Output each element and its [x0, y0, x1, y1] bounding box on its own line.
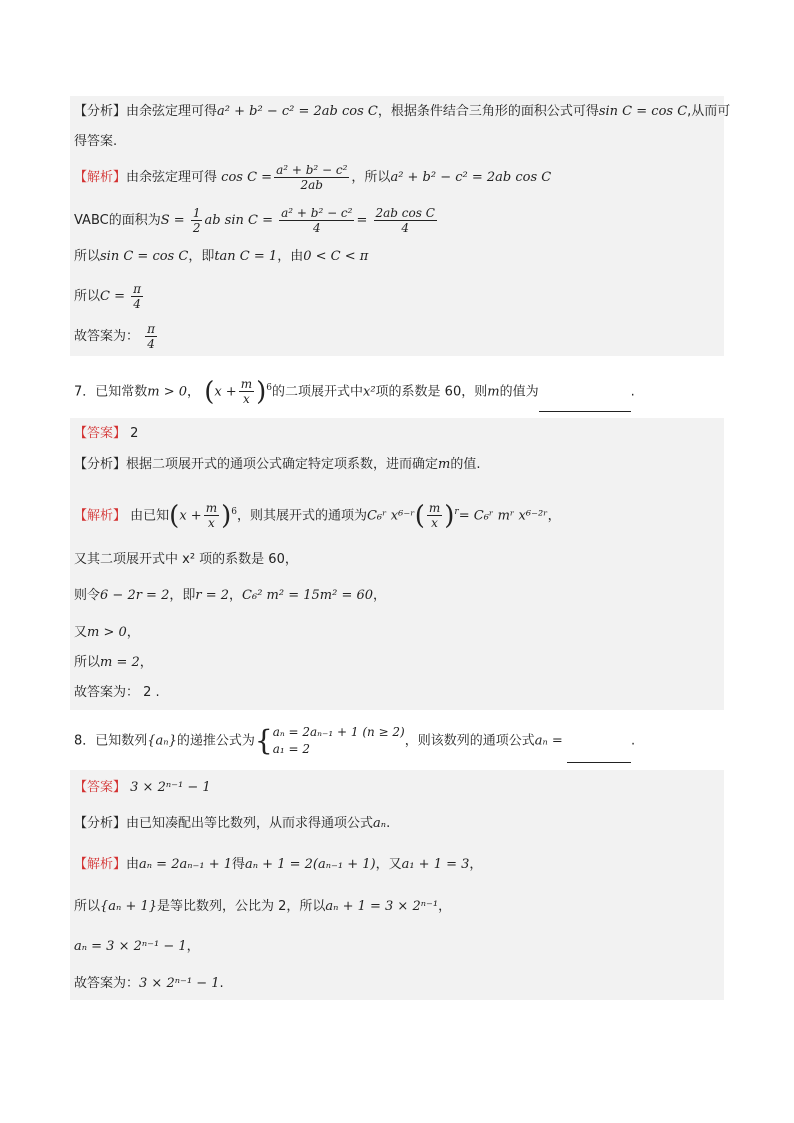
q6-line-5: 故答案为： $\frac{\pi}{4}$ — [74, 322, 156, 351]
q6-analysis-line-2: 得答案. — [74, 134, 118, 149]
answer-blank[interactable] — [567, 748, 631, 763]
q8-line-2: 所以{aₙ + 1}是等比数列，公比为 2，所以aₙ + 1 = 3 × 2ⁿ⁻¹， — [74, 899, 452, 914]
analysis-tag: 【分析】 — [74, 457, 127, 472]
q7-question: 7．已知常数m > 0， (x + $\frac{m}{x}$ )$^6$的二项展开式中x²项的系数是 60，则m的值为 . — [74, 368, 724, 408]
q8-question: 8．已知数列{aₙ}的递推公式为{ aₙ = 2aₙ₋₁ + 1 (n ≥ 2) a₁ = 2 ，则该数列的通项公式aₙ = . — [74, 720, 724, 762]
q7-line-6: 故答案为： 2 . — [74, 685, 160, 700]
q8-line-4: 故答案为：3 × 2ⁿ⁻¹ − 1. — [74, 976, 224, 991]
q6-line-3: 所以sin C = cos C，即tan C = 1，由0 < C < π — [74, 249, 369, 264]
q6-line-4: 所以C = $\frac{\pi}{4}$ — [74, 282, 142, 311]
q8-answer-line: 【答案】 3 × 2ⁿ⁻¹ − 1 — [74, 780, 211, 795]
fraction: $\frac{m}{x}$ — [205, 501, 218, 531]
q7-line-2: 又其二项展开式中 x² 项的系数是 60， — [74, 552, 298, 567]
q8-answer-band — [70, 770, 724, 1000]
fraction: $\frac{\pi}{4}$ — [133, 282, 142, 311]
solution-tag: 【解析】 — [74, 857, 127, 872]
analysis-tag: 【分析】 — [74, 816, 127, 831]
fraction: $\frac{1}{2}$ — [192, 206, 201, 235]
fraction: $\frac{\text{2ab cos C}}{4}$ — [375, 206, 435, 235]
q8-analysis-line: 【分析】由已知凑配出等比数列，从而求得通项公式aₙ. — [74, 816, 391, 831]
answer-tag: 【答案】 — [74, 426, 127, 441]
q6-analysis-line: 【分析】由余弦定理可得a² + b² − c² = 2ab cos C，根据条件结合三角形的面积公式可得sin C = cos C,从而可 — [74, 104, 731, 119]
q6-area-line: VABC的面积为S = $\frac{1}{2}$ ab sin C = $\frac{\text{a² + b² − c²}}{4}$ = $\frac{\text{2ab cos C}}{4}$ — [74, 206, 435, 235]
answer-tag: 【答案】 — [74, 780, 127, 795]
recurrence-system: aₙ = 2aₙ₋₁ + 1 (n ≥ 2) a₁ = 2 — [272, 725, 405, 756]
q7-line-4: 又m > 0， — [74, 625, 140, 640]
fraction: $\frac{\pi}{4}$ — [147, 322, 156, 351]
answer-blank[interactable] — [539, 397, 631, 412]
q8-line-3: aₙ = 3 × 2ⁿ⁻¹ − 1， — [74, 939, 200, 954]
q7-line-5: 所以m = 2， — [74, 655, 153, 670]
fraction: $\frac{m}{x}$ — [428, 501, 441, 531]
fraction: $\frac{\text{a² + b² − c²}}{2ab}$ — [276, 163, 348, 192]
q7-analysis-line: 【分析】根据二项展开式的通项公式确定特定项系数，进而确定m的值. — [74, 457, 481, 472]
q7-line-3: 则令6 − 2r = 2，即r = 2，C₆² m² = 15m² = 60， — [74, 588, 387, 603]
q6-solution-line-1: 【解析】由余弦定理可得 cos C = $\frac{\text{a² + b² − c²}}{2ab}$ ，所以a² + b² − c² = 2ab cos C — [74, 163, 552, 192]
q7-solution-line-1: 【解析】 由已知(x + $\frac{m}{x}$ )$^6$，则其展开式的通项为C₆ʳ x⁶⁻ʳ( $\frac{m}{x}$ )$^r$= C₆ʳ mʳ x⁶⁻²ʳ， — [74, 500, 561, 531]
analysis-tag: 【分析】 — [74, 104, 127, 119]
fraction: $\frac{\text{a² + b² − c²}}{4}$ — [281, 206, 353, 235]
q7-answer-line: 【答案】 2 — [74, 426, 139, 441]
q8-solution-line-1: 【解析】由aₙ = 2aₙ₋₁ + 1得aₙ + 1 = 2(aₙ₋₁ + 1)，又a₁ + 1 = 3， — [74, 857, 483, 872]
solution-tag: 【解析】 — [74, 170, 127, 185]
solution-tag: 【解析】 — [74, 508, 127, 524]
fraction: $\frac{m}{x}$ — [240, 377, 253, 407]
